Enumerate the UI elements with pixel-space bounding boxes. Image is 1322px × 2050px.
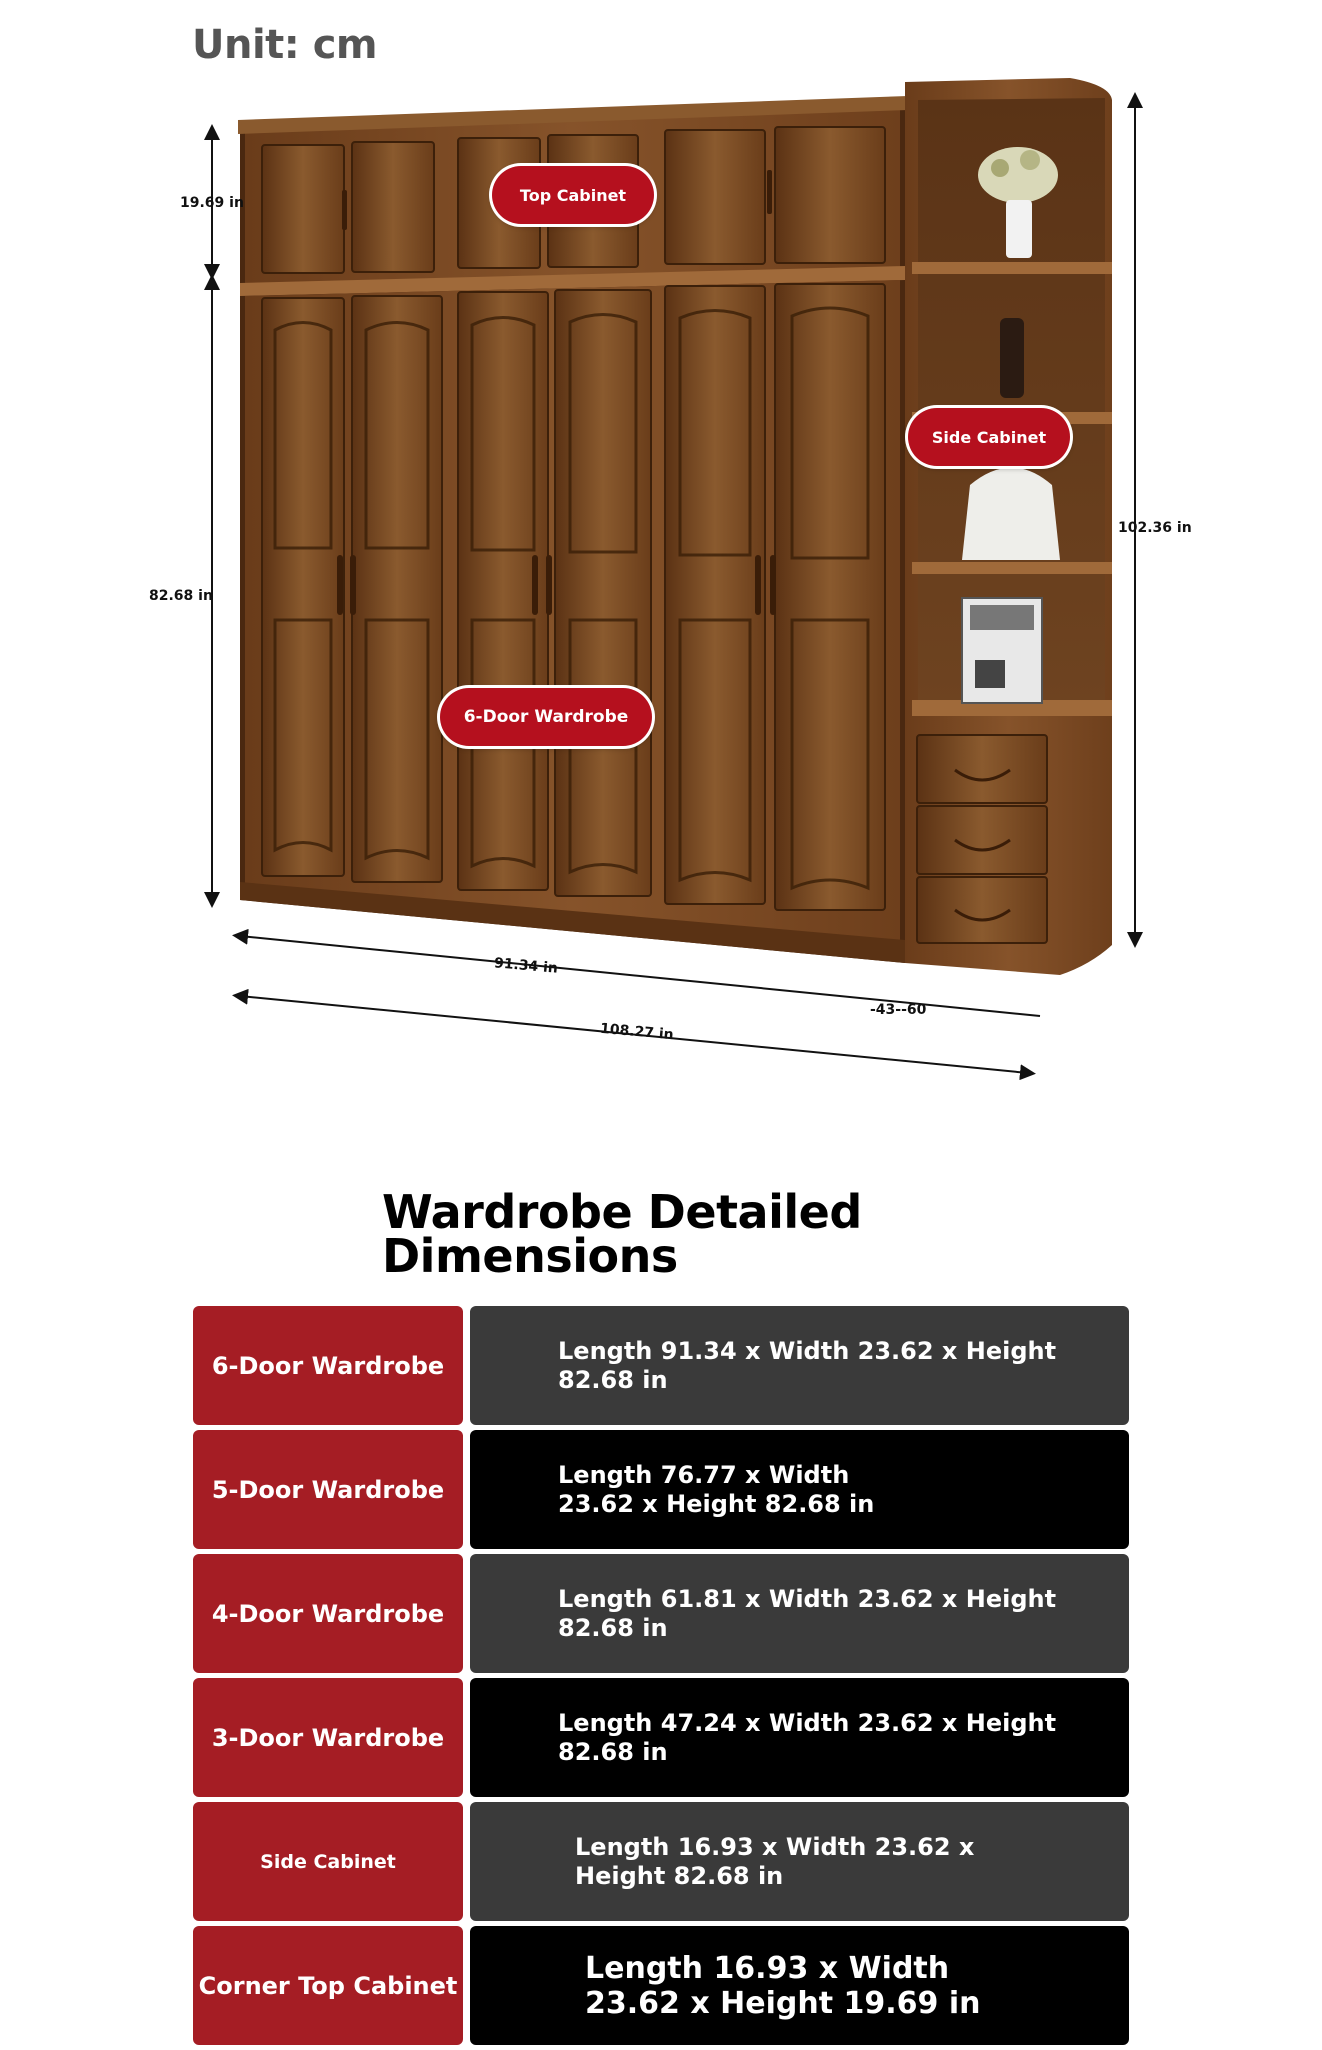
top-cabinet-height-label: 19.69 in: [180, 195, 244, 211]
row-name: Corner Top Cabinet: [193, 1926, 463, 2045]
row-name: 3-Door Wardrobe: [193, 1678, 463, 1797]
row-dims: Length 16.93 x Width 23.62 x Height 82.68 in: [575, 1832, 975, 1890]
table-row: [193, 1430, 1129, 1549]
row-dims: Length 61.81 x Width 23.62 x Height 82.68 in: [558, 1584, 1057, 1642]
table-row: [193, 1802, 1129, 1921]
section-title: [382, 1185, 862, 1283]
row-dims-cell: [470, 1306, 1129, 1425]
wardrobe-height-label: 82.68 in: [149, 588, 213, 604]
row-dims-cell: [470, 1926, 1129, 2045]
side-length-label: -43--60: [870, 1002, 927, 1018]
table-row: [193, 1926, 1129, 2045]
row-name: 6-Door Wardrobe: [193, 1306, 463, 1425]
row-name: 4-Door Wardrobe: [193, 1554, 463, 1673]
section-title-line-1: Wardrobe Detailed: [382, 1185, 862, 1239]
top-cabinet-callout: Top Cabinet: [492, 166, 654, 224]
row-dims-cell: [470, 1802, 1129, 1921]
row-name: 5-Door Wardrobe: [193, 1430, 463, 1549]
table-row: [193, 1678, 1129, 1797]
total-height-label: 102.36 in: [1118, 520, 1192, 536]
row-dims-cell: [470, 1430, 1129, 1549]
unit-label: Unit: cm: [192, 22, 378, 68]
dimensions-table: [193, 1306, 1129, 2050]
total-length-label: 108.27 in: [599, 1020, 675, 1044]
table-row: [193, 1554, 1129, 1673]
row-dims-cell: [470, 1554, 1129, 1673]
row-dims: Length 76.77 x Width 23.62 x Height 82.68 in: [558, 1460, 875, 1518]
row-dims: Length 16.93 x Width 23.62 x Height 19.69 in: [585, 1950, 981, 2021]
six-door-wardrobe-callout: 6-Door Wardrobe: [440, 688, 652, 746]
row-dims: Length 91.34 x Width 23.62 x Height 82.68 in: [558, 1336, 1057, 1394]
side-cabinet: [905, 78, 1112, 975]
row-name: Side Cabinet: [193, 1802, 463, 1921]
row-dims: Length 47.24 x Width 23.62 x Height 82.68 in: [558, 1708, 1057, 1766]
wardrobe-length-label: 91.34 in: [493, 955, 559, 977]
table-row: [193, 1306, 1129, 1425]
side-cabinet-callout: Side Cabinet: [908, 408, 1070, 466]
section-title-line-2: Dimensions: [382, 1229, 678, 1283]
row-dims-cell: [470, 1678, 1129, 1797]
